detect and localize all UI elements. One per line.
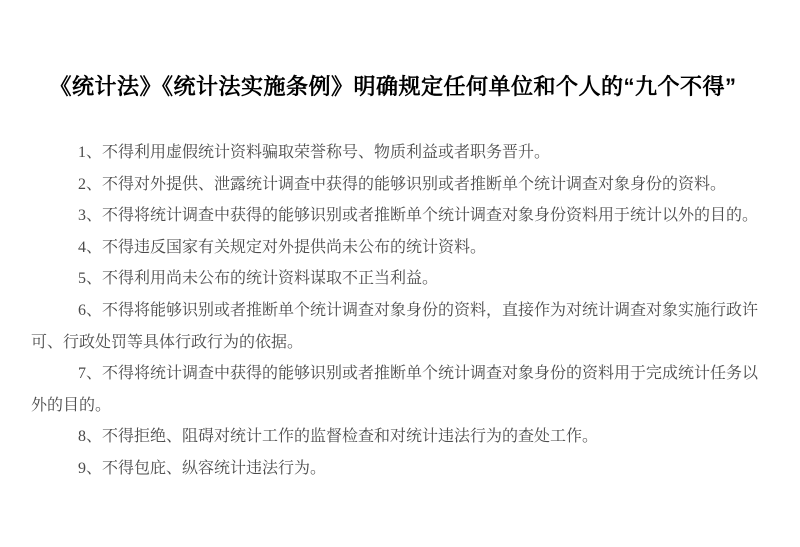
rule-line: 6、不得将能够识别或者推断单个统计调查对象身份的资料，直接作为对统计调查对象实施行政许 bbox=[78, 301, 759, 319]
rule-line: 1、不得利用虚假统计资料骗取荣誉称号、物质利益或者职务晋升。 bbox=[78, 144, 551, 161]
rule-line: 2、不得对外提供、泄露统计调查中获得的能够识别或者推断单个统计调查对象身份的资料。 bbox=[78, 175, 727, 193]
rule-line: 可、行政处罚等具体行政行为的依据。 bbox=[31, 333, 304, 351]
rule-line: 外的目的。 bbox=[31, 396, 112, 414]
rule-line: 4、不得违反国家有关规定对外提供尚未公布的统计资料。 bbox=[78, 238, 487, 256]
rule-line: 8、不得拒绝、阻碍对统计工作的监督检查和对统计违法行为的查处工作。 bbox=[78, 428, 599, 446]
page-title: 《统计法》《统计法实施条例》明确规定任何单位和个人的“九个不得” bbox=[49, 74, 737, 99]
rules-list bbox=[31, 137, 800, 485]
rule-line: 7、不得将统计调查中获得的能够识别或者推断单个统计调查对象身份的资料用于完成统计任务以 bbox=[78, 365, 759, 383]
rule-line: 9、不得包庇、纵容统计违法行为。 bbox=[78, 459, 327, 477]
rule-line: 5、不得利用尚未公布的统计资料谋取不正当利益。 bbox=[78, 270, 439, 288]
rule-line: 3、不得将统计调查中获得的能够识别或者推断单个统计调查对象身份资料用于统计以外的目的。 bbox=[78, 207, 759, 225]
